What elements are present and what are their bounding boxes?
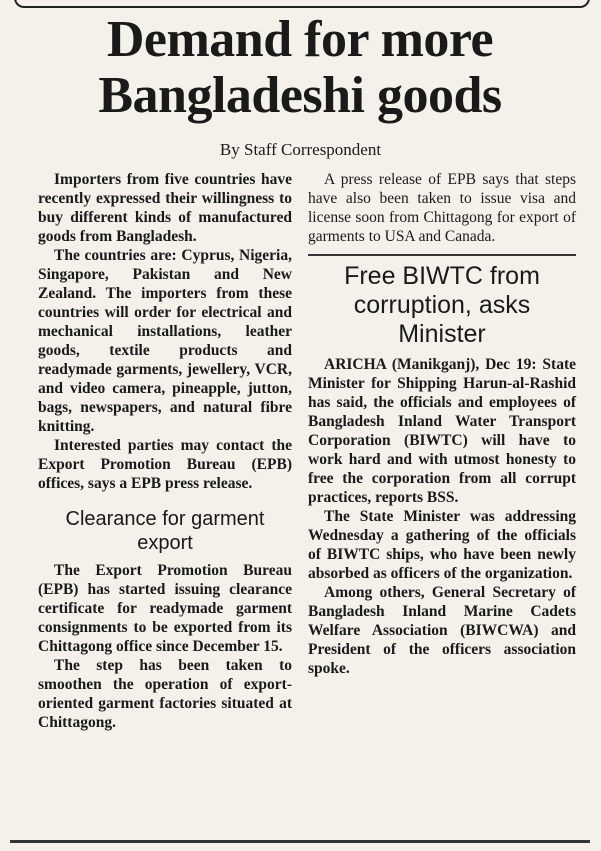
article3-paragraph-2: The State Minister was addressing Wednesday a gathering of the officials of BIWTC ships, who have been newly absorbed as officers of the organization. (308, 508, 576, 582)
article1-paragraph-1: Importers from five countries have recently expressed their willingness to buy different kinds of manufactured goods from Bangladesh. (38, 171, 292, 245)
right-column (308, 170, 576, 678)
article1-paragraph-3: Interested parties may contact the Export Promotion Bureau (EPB) offices, says a EPB press release. (38, 437, 292, 492)
article2-paragraph-1: The Export Promotion Bureau (EPB) has started issuing clearance certificate for readymade garment consignments to be exported from its Chittagong office since December 15. (38, 562, 292, 655)
article2-paragraph-2: The step has been taken to smoothen the operation of export-oriented garment factories situated at Chittagong. (38, 657, 292, 731)
article3-title: Free BIWTC from corruption, asks Minister (344, 262, 540, 348)
left-column (38, 170, 292, 732)
byline: By Staff Correspondent (219, 140, 382, 159)
section-divider (308, 254, 576, 256)
headline: Demand for more Bangladeshi goods (98, 11, 502, 124)
article1-paragraph-2: The countries are: Cyprus, Nigeria, Singapore, Pakistan and New Zealand. The importers from these countries will order for electrical and mechanical installations, leather goods, textile products and readymade garments, jewellery, VCR, and video camera, pineapple, jutton, bags, newspapers, and natural fibre knitting. (38, 247, 292, 435)
top-border (14, 0, 590, 8)
article3-paragraph-3: Among others, General Secretary of Bangladesh Inland Marine Cadets Welfare Association (BIWCWA) and President of the officers association spoke. (308, 584, 576, 677)
article3-paragraph-1: ARICHA (Manikganj), Dec 19: State Minister for Shipping Harun-al-Rashid has said, the officials and employees of Bangladesh Inland Water Transport Corporation (BIWTC) will have to work hard and with utmost honesty to free the corporation from all corrupt practices, reports BSS. (308, 356, 576, 506)
article2-title: Clearance for garment export (65, 508, 265, 554)
article2-paragraph-3: A press release of EPB says that steps have also been taken to issue visa and license soon from Chittagong for export of garments to USA and Canada. (308, 171, 576, 245)
bottom-border (10, 840, 590, 843)
